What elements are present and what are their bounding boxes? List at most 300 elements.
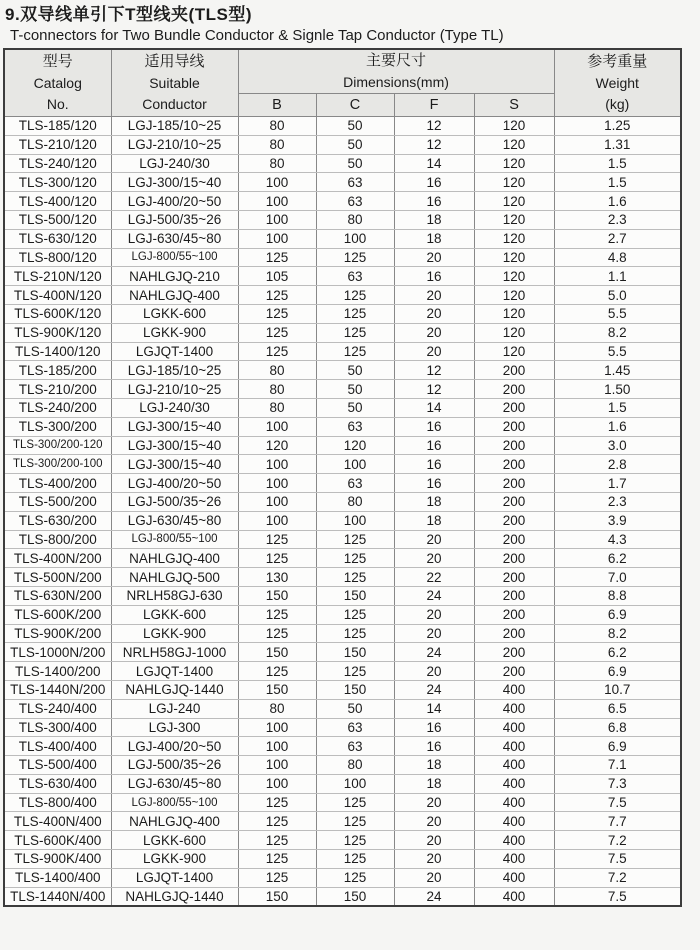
cell-dim-c: 80 (316, 492, 394, 511)
cell-dim-b: 150 (238, 887, 316, 906)
header-catalog-no (4, 49, 111, 117)
page-subtitle: T-connectors for Two Bundle Conductor & Signle Tap Conductor (Type TL) (10, 27, 504, 44)
cell-weight-kg: 7.7 (554, 812, 681, 831)
cell-weight-kg: 8.2 (554, 323, 681, 342)
cell-catalog-no: TLS-400/120 (4, 192, 111, 211)
cell-catalog-no: TLS-800/200 (4, 530, 111, 549)
cell-catalog-no: TLS-630/200 (4, 511, 111, 530)
cell-weight-kg: 1.5 (554, 398, 681, 417)
cell-catalog-no: TLS-1400/120 (4, 342, 111, 361)
cell-dim-f: 20 (394, 793, 474, 812)
cell-catalog-no: TLS-185/120 (4, 117, 111, 136)
header-catalog-cn: 型号 (42, 53, 73, 70)
table-row (4, 135, 681, 154)
cell-weight-kg: 7.5 (554, 887, 681, 906)
cell-dim-c: 125 (316, 286, 394, 305)
table-row (4, 605, 681, 624)
cell-dim-s: 200 (474, 568, 554, 587)
cell-dim-f: 20 (394, 530, 474, 549)
cell-dim-c: 50 (316, 117, 394, 136)
cell-dim-c: 125 (316, 530, 394, 549)
cell-suitable-conductor: LGJ-800/55~100 (111, 248, 238, 267)
cell-catalog-no: TLS-1000N/200 (4, 643, 111, 662)
cell-suitable-conductor: LGJ-500/35~26 (111, 756, 238, 775)
cell-weight-kg: 1.25 (554, 117, 681, 136)
cell-suitable-conductor: NRLH58GJ-630 (111, 586, 238, 605)
cell-dim-b: 125 (238, 286, 316, 305)
cell-dim-b: 125 (238, 549, 316, 568)
cell-catalog-no: TLS-1440N/200 (4, 680, 111, 699)
cell-dim-b: 130 (238, 568, 316, 587)
cell-dim-c: 50 (316, 380, 394, 399)
cell-dim-s: 120 (474, 192, 554, 211)
header-conductor-en: Suitable (149, 75, 200, 91)
cell-dim-c: 120 (316, 436, 394, 455)
cell-suitable-conductor: LGJ-500/35~26 (111, 210, 238, 229)
cell-dim-b: 125 (238, 304, 316, 323)
cell-dim-c: 50 (316, 135, 394, 154)
cell-dim-f: 20 (394, 549, 474, 568)
cell-dim-c: 150 (316, 586, 394, 605)
cell-catalog-no: TLS-300/200 (4, 417, 111, 436)
cell-weight-kg: 5.5 (554, 342, 681, 361)
cell-dim-s: 120 (474, 323, 554, 342)
cell-catalog-no: TLS-400N/120 (4, 286, 111, 305)
cell-catalog-no: TLS-185/200 (4, 361, 111, 380)
cell-dim-b: 80 (238, 398, 316, 417)
cell-weight-kg: 3.9 (554, 511, 681, 530)
header-dim-b: B (238, 94, 316, 117)
cell-dim-s: 120 (474, 267, 554, 286)
header-weight-en: Weight (595, 75, 639, 91)
header-dimensions-en: Dimensions(mm) (343, 74, 449, 90)
table-header (4, 49, 681, 117)
cell-weight-kg: 2.3 (554, 210, 681, 229)
cell-dim-f: 20 (394, 831, 474, 850)
cell-weight-kg: 1.6 (554, 417, 681, 436)
cell-dim-s: 400 (474, 756, 554, 775)
cell-catalog-no: TLS-210/200 (4, 380, 111, 399)
cell-suitable-conductor: NAHLGJQ-400 (111, 549, 238, 568)
cell-weight-kg: 7.2 (554, 868, 681, 887)
cell-suitable-conductor: LGJ-630/45~80 (111, 229, 238, 248)
header-dimensions-group (238, 49, 554, 94)
cell-dim-b: 100 (238, 774, 316, 793)
cell-dim-s: 120 (474, 117, 554, 136)
cell-catalog-no: TLS-400/200 (4, 474, 111, 493)
cell-weight-kg: 7.1 (554, 756, 681, 775)
cell-suitable-conductor: LGJ-400/20~50 (111, 474, 238, 493)
cell-catalog-no: TLS-1440N/400 (4, 887, 111, 906)
cell-dim-b: 100 (238, 417, 316, 436)
cell-dim-b: 125 (238, 323, 316, 342)
table-row (4, 248, 681, 267)
cell-dim-f: 24 (394, 887, 474, 906)
header-catalog-en2: No. (46, 96, 69, 112)
table-row (4, 812, 681, 831)
cell-dim-f: 22 (394, 568, 474, 587)
table-row (4, 154, 681, 173)
cell-suitable-conductor: LGJ-400/20~50 (111, 737, 238, 756)
cell-dim-f: 18 (394, 511, 474, 530)
cell-dim-c: 125 (316, 605, 394, 624)
cell-dim-c: 50 (316, 154, 394, 173)
cell-weight-kg: 7.2 (554, 831, 681, 850)
cell-suitable-conductor: NAHLGJQ-500 (111, 568, 238, 587)
cell-catalog-no: TLS-500/400 (4, 756, 111, 775)
cell-suitable-conductor: LGJ-630/45~80 (111, 511, 238, 530)
cell-dim-s: 120 (474, 229, 554, 248)
cell-dim-f: 20 (394, 304, 474, 323)
cell-weight-kg: 7.0 (554, 568, 681, 587)
cell-catalog-no: TLS-500N/200 (4, 568, 111, 587)
cell-dim-b: 125 (238, 530, 316, 549)
table-row (4, 756, 681, 775)
cell-catalog-no: TLS-210N/120 (4, 267, 111, 286)
cell-suitable-conductor: LGJQT-1400 (111, 662, 238, 681)
cell-dim-c: 50 (316, 398, 394, 417)
cell-catalog-no: TLS-600K/200 (4, 605, 111, 624)
table-row (4, 173, 681, 192)
cell-catalog-no: TLS-800/400 (4, 793, 111, 812)
cell-suitable-conductor: LGJ-300/15~40 (111, 436, 238, 455)
cell-catalog-no: TLS-900K/200 (4, 624, 111, 643)
cell-catalog-no: TLS-630/400 (4, 774, 111, 793)
cell-weight-kg: 6.9 (554, 662, 681, 681)
cell-dim-f: 20 (394, 812, 474, 831)
cell-weight-kg: 2.7 (554, 229, 681, 248)
cell-suitable-conductor: LGKK-600 (111, 304, 238, 323)
cell-suitable-conductor: LGJ-800/55~100 (111, 530, 238, 549)
cell-dim-b: 100 (238, 492, 316, 511)
cell-dim-s: 200 (474, 474, 554, 493)
cell-weight-kg: 2.8 (554, 455, 681, 474)
cell-dim-c: 125 (316, 831, 394, 850)
cell-catalog-no: TLS-630/120 (4, 229, 111, 248)
cell-weight-kg: 3.0 (554, 436, 681, 455)
cell-dim-s: 120 (474, 248, 554, 267)
cell-dim-c: 50 (316, 361, 394, 380)
cell-suitable-conductor: NAHLGJQ-1440 (111, 680, 238, 699)
cell-dim-c: 100 (316, 774, 394, 793)
table-row (4, 267, 681, 286)
cell-dim-c: 125 (316, 868, 394, 887)
cell-dim-c: 125 (316, 248, 394, 267)
header-weight (554, 49, 681, 117)
table-row (4, 624, 681, 643)
cell-dim-c: 80 (316, 210, 394, 229)
table-row (4, 793, 681, 812)
cell-weight-kg: 5.5 (554, 304, 681, 323)
cell-suitable-conductor: LGJ-185/10~25 (111, 117, 238, 136)
cell-suitable-conductor: LGJ-400/20~50 (111, 192, 238, 211)
cell-suitable-conductor: LGJ-500/35~26 (111, 492, 238, 511)
cell-dim-s: 400 (474, 831, 554, 850)
cell-weight-kg: 1.50 (554, 380, 681, 399)
cell-weight-kg: 10.7 (554, 680, 681, 699)
cell-dim-f: 16 (394, 173, 474, 192)
cell-dim-c: 125 (316, 342, 394, 361)
cell-dim-f: 12 (394, 380, 474, 399)
cell-suitable-conductor: LGKK-900 (111, 624, 238, 643)
cell-dim-f: 18 (394, 229, 474, 248)
cell-dim-f: 18 (394, 774, 474, 793)
table-row (4, 662, 681, 681)
cell-dim-c: 150 (316, 887, 394, 906)
cell-dim-c: 125 (316, 812, 394, 831)
cell-catalog-no: TLS-240/120 (4, 154, 111, 173)
cell-dim-s: 200 (474, 549, 554, 568)
cell-dim-f: 24 (394, 586, 474, 605)
header-conductor-cn: 适用导线 (144, 53, 205, 70)
cell-dim-c: 125 (316, 662, 394, 681)
cell-catalog-no: TLS-400N/400 (4, 812, 111, 831)
cell-dim-s: 200 (474, 586, 554, 605)
table-row (4, 455, 681, 474)
cell-dim-c: 63 (316, 718, 394, 737)
cell-dim-c: 125 (316, 304, 394, 323)
cell-dim-s: 200 (474, 624, 554, 643)
cell-dim-s: 200 (474, 417, 554, 436)
cell-dim-s: 120 (474, 173, 554, 192)
cell-weight-kg: 1.5 (554, 173, 681, 192)
cell-dim-f: 20 (394, 323, 474, 342)
cell-dim-b: 100 (238, 229, 316, 248)
table-row (4, 474, 681, 493)
cell-dim-b: 125 (238, 662, 316, 681)
cell-dim-b: 105 (238, 267, 316, 286)
cell-dim-s: 120 (474, 154, 554, 173)
cell-dim-s: 400 (474, 680, 554, 699)
cell-catalog-no: TLS-1400/200 (4, 662, 111, 681)
cell-catalog-no: TLS-1400/400 (4, 868, 111, 887)
cell-suitable-conductor: LGJQT-1400 (111, 342, 238, 361)
cell-dim-f: 16 (394, 737, 474, 756)
cell-dim-s: 200 (474, 662, 554, 681)
cell-dim-s: 120 (474, 210, 554, 229)
cell-dim-c: 63 (316, 737, 394, 756)
table-row (4, 699, 681, 718)
cell-dim-b: 150 (238, 586, 316, 605)
table-row (4, 192, 681, 211)
cell-dim-f: 20 (394, 605, 474, 624)
cell-catalog-no: TLS-630N/200 (4, 586, 111, 605)
header-catalog-en: Catalog (33, 75, 82, 91)
cell-dim-s: 200 (474, 511, 554, 530)
cell-dim-f: 18 (394, 492, 474, 511)
header-suitable-conductor (111, 49, 238, 117)
cell-dim-c: 80 (316, 756, 394, 775)
cell-dim-b: 100 (238, 173, 316, 192)
table-row (4, 398, 681, 417)
cell-dim-b: 125 (238, 793, 316, 812)
cell-suitable-conductor: LGJ-300/15~40 (111, 455, 238, 474)
table-row (4, 417, 681, 436)
table-row (4, 868, 681, 887)
cell-dim-s: 400 (474, 812, 554, 831)
cell-dim-s: 120 (474, 135, 554, 154)
table-row (4, 342, 681, 361)
table-row (4, 492, 681, 511)
cell-weight-kg: 1.45 (554, 361, 681, 380)
cell-weight-kg: 8.2 (554, 624, 681, 643)
cell-dim-c: 63 (316, 474, 394, 493)
cell-dim-b: 100 (238, 192, 316, 211)
cell-dim-f: 14 (394, 699, 474, 718)
cell-dim-c: 125 (316, 568, 394, 587)
cell-dim-b: 120 (238, 436, 316, 455)
cell-dim-c: 125 (316, 549, 394, 568)
cell-dim-f: 16 (394, 455, 474, 474)
cell-catalog-no: TLS-500/120 (4, 210, 111, 229)
table-row (4, 323, 681, 342)
cell-suitable-conductor: NAHLGJQ-400 (111, 812, 238, 831)
header-dim-s: S (474, 94, 554, 117)
header-weight-cn: 参考重量 (587, 53, 648, 70)
cell-suitable-conductor: LGJ-240/30 (111, 398, 238, 417)
cell-dim-s: 200 (474, 455, 554, 474)
cell-weight-kg: 6.9 (554, 737, 681, 756)
cell-dim-c: 100 (316, 455, 394, 474)
cell-dim-b: 125 (238, 868, 316, 887)
cell-catalog-no: TLS-900K/400 (4, 850, 111, 869)
cell-dim-c: 100 (316, 511, 394, 530)
cell-dim-b: 100 (238, 511, 316, 530)
cell-dim-b: 125 (238, 605, 316, 624)
cell-dim-b: 80 (238, 154, 316, 173)
cell-dim-f: 20 (394, 662, 474, 681)
cell-dim-s: 400 (474, 718, 554, 737)
cell-dim-s: 400 (474, 774, 554, 793)
cell-weight-kg: 6.2 (554, 643, 681, 662)
cell-suitable-conductor: NAHLGJQ-1440 (111, 887, 238, 906)
cell-catalog-no: TLS-400N/200 (4, 549, 111, 568)
cell-dim-b: 125 (238, 831, 316, 850)
cell-dim-f: 20 (394, 624, 474, 643)
cell-catalog-no: TLS-300/120 (4, 173, 111, 192)
cell-catalog-no: TLS-300/400 (4, 718, 111, 737)
cell-catalog-no: TLS-600K/400 (4, 831, 111, 850)
cell-dim-b: 80 (238, 699, 316, 718)
table-row (4, 718, 681, 737)
cell-suitable-conductor: NAHLGJQ-210 (111, 267, 238, 286)
cell-suitable-conductor: LGJ-185/10~25 (111, 361, 238, 380)
cell-dim-s: 400 (474, 887, 554, 906)
cell-dim-s: 400 (474, 699, 554, 718)
cell-dim-c: 63 (316, 267, 394, 286)
cell-catalog-no: TLS-500/200 (4, 492, 111, 511)
cell-dim-f: 12 (394, 361, 474, 380)
page-title: 9.双导线单引下T型线夹(TLS型) (5, 5, 252, 24)
cell-catalog-no: TLS-300/200-120 (4, 436, 111, 455)
cell-weight-kg: 7.5 (554, 850, 681, 869)
table-row (4, 530, 681, 549)
cell-suitable-conductor: LGJQT-1400 (111, 868, 238, 887)
cell-dim-s: 200 (474, 436, 554, 455)
cell-dim-f: 12 (394, 117, 474, 136)
cell-dim-f: 24 (394, 643, 474, 662)
cell-dim-b: 125 (238, 342, 316, 361)
cell-dim-s: 400 (474, 793, 554, 812)
cell-dim-f: 20 (394, 868, 474, 887)
table-row (4, 831, 681, 850)
cell-catalog-no: TLS-600K/120 (4, 304, 111, 323)
cell-dim-f: 16 (394, 417, 474, 436)
cell-catalog-no: TLS-240/200 (4, 398, 111, 417)
cell-suitable-conductor: LGJ-240 (111, 699, 238, 718)
cell-weight-kg: 8.8 (554, 586, 681, 605)
cell-suitable-conductor: LGJ-300/15~40 (111, 417, 238, 436)
cell-dim-f: 24 (394, 680, 474, 699)
cell-dim-f: 16 (394, 718, 474, 737)
cell-dim-s: 200 (474, 492, 554, 511)
cell-weight-kg: 6.2 (554, 549, 681, 568)
cell-dim-f: 12 (394, 135, 474, 154)
cell-dim-c: 150 (316, 680, 394, 699)
cell-dim-b: 80 (238, 361, 316, 380)
cell-catalog-no: TLS-240/400 (4, 699, 111, 718)
cell-suitable-conductor: LGJ-630/45~80 (111, 774, 238, 793)
cell-suitable-conductor: LGKK-900 (111, 850, 238, 869)
cell-dim-s: 120 (474, 304, 554, 323)
cell-dim-s: 200 (474, 380, 554, 399)
cell-dim-f: 20 (394, 850, 474, 869)
cell-dim-s: 120 (474, 286, 554, 305)
cell-dim-c: 100 (316, 229, 394, 248)
table-row (4, 643, 681, 662)
table-row (4, 210, 681, 229)
cell-weight-kg: 1.31 (554, 135, 681, 154)
cell-dim-s: 120 (474, 342, 554, 361)
cell-dim-f: 16 (394, 267, 474, 286)
cell-suitable-conductor: LGJ-300 (111, 718, 238, 737)
cell-suitable-conductor: NAHLGJQ-400 (111, 286, 238, 305)
cell-dim-s: 200 (474, 361, 554, 380)
cell-weight-kg: 1.6 (554, 192, 681, 211)
cell-weight-kg: 7.3 (554, 774, 681, 793)
table-body (4, 117, 681, 906)
cell-dim-s: 200 (474, 398, 554, 417)
cell-catalog-no: TLS-400/400 (4, 737, 111, 756)
cell-suitable-conductor: LGJ-210/10~25 (111, 135, 238, 154)
cell-weight-kg: 6.5 (554, 699, 681, 718)
cell-dim-f: 16 (394, 192, 474, 211)
header-conductor-en2: Conductor (142, 96, 207, 112)
cell-dim-f: 18 (394, 210, 474, 229)
cell-dim-b: 80 (238, 117, 316, 136)
cell-dim-f: 20 (394, 286, 474, 305)
cell-weight-kg: 1.1 (554, 267, 681, 286)
cell-weight-kg: 4.3 (554, 530, 681, 549)
cell-dim-s: 400 (474, 737, 554, 756)
cell-dim-b: 125 (238, 812, 316, 831)
cell-dim-c: 125 (316, 850, 394, 869)
cell-dim-c: 50 (316, 699, 394, 718)
table-row (4, 887, 681, 906)
header-dim-c: C (316, 94, 394, 117)
cell-suitable-conductor: LGJ-210/10~25 (111, 380, 238, 399)
cell-suitable-conductor: LGJ-300/15~40 (111, 173, 238, 192)
cell-catalog-no: TLS-300/200-100 (4, 455, 111, 474)
cell-dim-s: 400 (474, 850, 554, 869)
table-row (4, 850, 681, 869)
cell-catalog-no: TLS-800/120 (4, 248, 111, 267)
cell-dim-b: 80 (238, 380, 316, 399)
cell-dim-b: 100 (238, 455, 316, 474)
cell-dim-f: 20 (394, 248, 474, 267)
cell-suitable-conductor: LGJ-800/55~100 (111, 793, 238, 812)
table-row (4, 680, 681, 699)
